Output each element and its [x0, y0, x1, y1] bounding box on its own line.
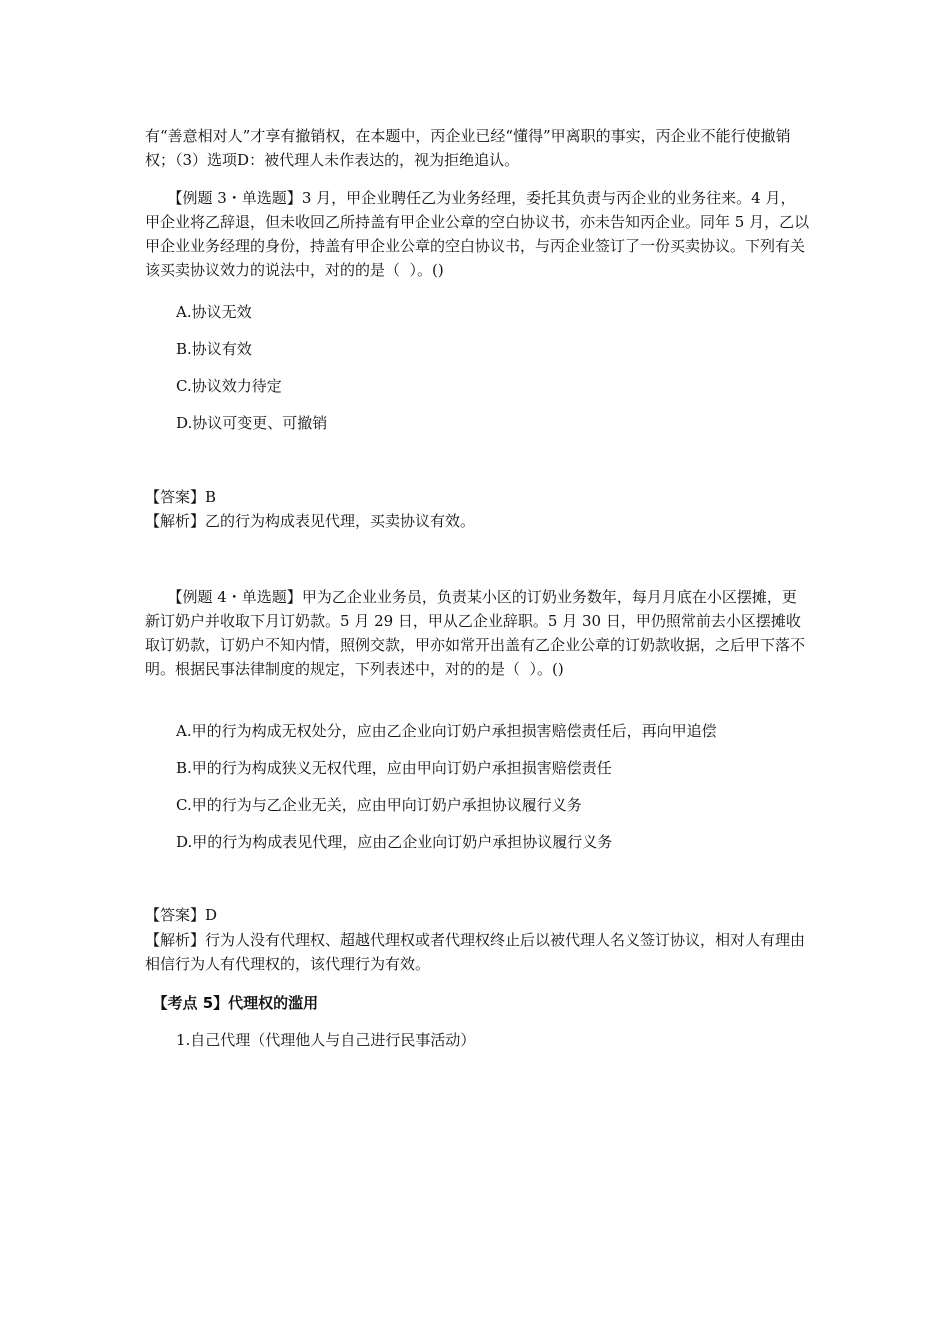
example-3-option-b: B.协议有效: [176, 340, 252, 358]
example-3-answer: 【答案】B: [145, 488, 217, 506]
example-4-option-c: C.甲的行为与乙企业无关，应由甲向订奶户承担协议履行义务: [176, 796, 582, 814]
section-heading: 【考点 5】代理权的滥用: [145, 994, 319, 1012]
example-4-option-d: D.甲的行为构成表见代理，应由乙企业向订奶户承担协议履行义务: [176, 833, 613, 851]
example-4-question: 【例题 4・单选题】甲为乙企业业务员，负责某小区的订奶业务数年，每月月底在小区摆摊，更新订奶户并收取下月订奶款。5 月 29 日，甲从乙企业辞职。5 月 30 日，甲仍照常前去小区摆摊收取订奶款，订奶户不知内情，照例交款，甲亦如常开出盖有乙企业公章的订奶款收据，之后甲下落不明。根据民事法律制度的规定，下列表述中，对的的是（ ）。(): [145, 588, 806, 678]
example-3-option-d: D.协议可变更、可撤销: [176, 414, 328, 432]
example-4-answer: 【答案】D: [145, 906, 218, 924]
intro-paragraph: 有“善意相对人”才享有撤销权，在本题中，丙企业已经“懂得”甲离职的事实，丙企业不能行使撤销权；（3）选项D：被代理人未作表达的，视为拒绝追认。: [145, 127, 791, 169]
example-3-option-c: C.协议效力待定: [176, 377, 282, 395]
example-4-option-b: B.甲的行为构成狭义无权代理，应由甲向订奶户承担损害赔偿责任: [176, 759, 612, 777]
example-3-analysis: 【解析】乙的行为构成表见代理，买卖协议有效。: [145, 512, 476, 530]
example-4-option-a: A.甲的行为构成无权处分，应由乙企业向订奶户承担损害赔偿责任后，再向甲追偿: [176, 722, 717, 740]
example-3-option-a: A.协议无效: [176, 303, 252, 321]
section-item-1: 1.自己代理（代理他人与自己进行民事活动）: [176, 1031, 476, 1049]
example-3-question: 【例题 3・单选题】3 月，甲企业聘任乙为业务经理，委托其负责与丙企业的业务往来。4 月，甲企业将乙辞退，但未收回乙所持盖有甲企业公章的空白协议书，亦未告知丙企业。同年 5 月，乙以甲企业业务经理的身份，持盖有甲企业公章的空白协议书，与丙企业签订了一份买卖协议。下列有关该买卖协议效力的说法中，对的的是（ ）。(): [145, 189, 810, 279]
example-4-analysis: 【解析】行为人没有代理权、超越代理权或者代理权终止后以被代理人名义签订协议，相对人有理由相信行为人有代理权的，该代理行为有效。: [145, 931, 806, 973]
